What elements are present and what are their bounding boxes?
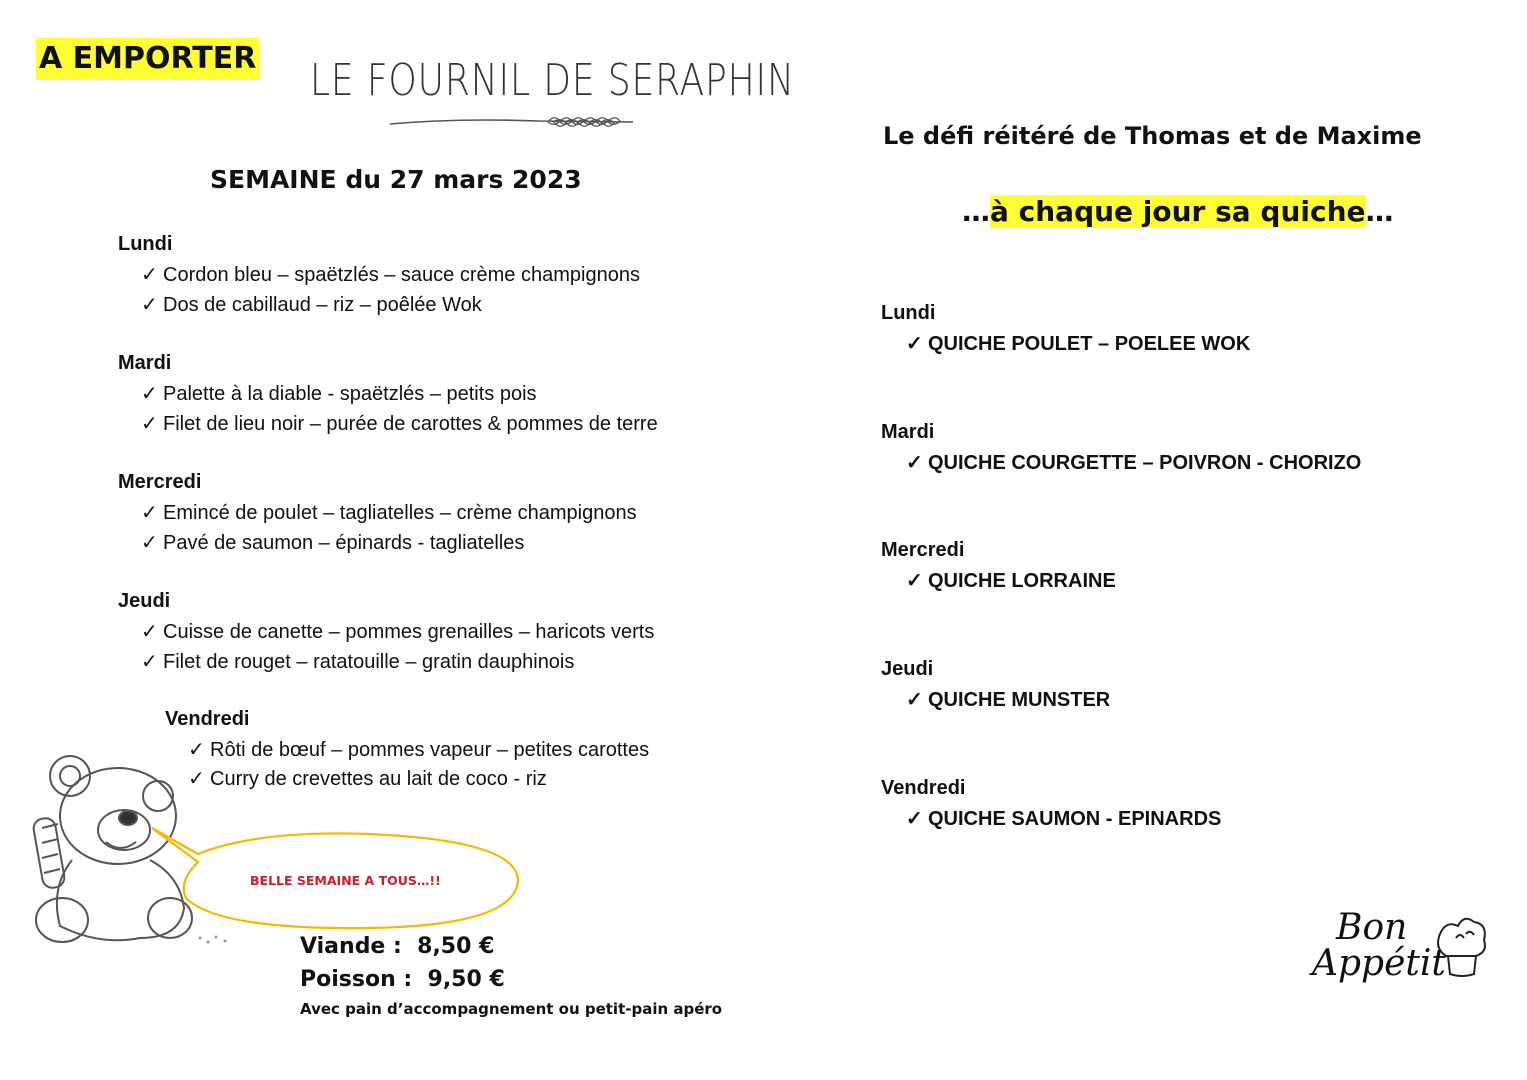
menu-item: ✓ Pavé de saumon – épinards - tagliatelles (141, 532, 525, 554)
check-icon: ✓ (141, 383, 158, 405)
check-icon: ✓ (188, 768, 205, 790)
bubble-message: BELLE SEMAINE A TOUS…!! (250, 873, 441, 888)
check-icon: ✓ (188, 739, 205, 761)
check-icon: ✓ (906, 333, 923, 355)
check-icon: ✓ (141, 621, 158, 643)
menu-item: ✓ Palette à la diable - spaëtzlés – petits pois (141, 383, 537, 405)
quiche-item: ✓ QUICHE POULET – POELEE WOK (906, 333, 1251, 355)
check-icon: ✓ (141, 651, 158, 673)
check-icon: ✓ (141, 294, 158, 316)
menu-item: ✓ Rôti de bœuf – pommes vapeur – petites carottes (188, 739, 650, 761)
check-icon: ✓ (141, 502, 158, 524)
quiche-day-wednesday: Mercredi (881, 539, 965, 561)
bakery-logo: LE FOURNIL DE SERAPHIN (310, 55, 795, 106)
day-heading-tuesday: Mardi (118, 352, 172, 374)
day-heading-thursday: Jeudi (118, 590, 171, 612)
menu-item: ✓ Cuisse de canette – pommes grenailles – haricots verts (141, 621, 655, 643)
menu-item: ✓ Emincé de poulet – tagliatelles – crème champignons (141, 502, 637, 524)
check-icon: ✓ (906, 452, 923, 474)
menu-item: ✓ Curry de crevettes au lait de coco - riz (188, 768, 547, 790)
check-icon: ✓ (906, 808, 923, 830)
quiche-item: ✓ QUICHE COURGETTE – POIVRON - CHORIZO (906, 452, 1362, 474)
chef-hat-icon (1432, 912, 1492, 982)
menu-item: ✓ Filet de rouget – ratatouille – gratin dauphinois (141, 651, 575, 673)
price-fish: Poisson : 9,50 € (300, 967, 505, 992)
takeaway-label: A EMPORTER (36, 38, 259, 80)
menu-item: ✓ Cordon bleu – spaëtzlés – sauce crème champignons (141, 264, 640, 286)
quiche-day-friday: Vendredi (881, 777, 966, 799)
quiche-day-tuesday: Mardi (881, 421, 935, 443)
check-icon: ✓ (141, 413, 158, 435)
check-icon: ✓ (141, 532, 158, 554)
day-heading-friday: Vendredi (165, 708, 250, 730)
wheat-icon (388, 112, 640, 134)
menu-item: ✓ Filet de lieu noir – purée de carottes & pommes de terre (141, 413, 658, 435)
challenge-title: Le défi réitéré de Thomas et de Maxime (883, 122, 1422, 150)
quiche-slogan: …à chaque jour sa quiche… (962, 195, 1394, 228)
check-icon: ✓ (906, 689, 923, 711)
day-heading-wednesday: Mercredi (118, 471, 202, 493)
quiche-day-thursday: Jeudi (881, 658, 934, 680)
check-icon: ✓ (906, 570, 923, 592)
check-icon: ✓ (141, 264, 158, 286)
quiche-item: ✓ QUICHE LORRAINE (906, 570, 1116, 592)
price-meat: Viande : 8,50 € (300, 934, 495, 959)
slogan-highlight: à chaque jour sa quiche (990, 195, 1366, 228)
quiche-item: ✓ QUICHE SAUMON - EPINARDS (906, 808, 1222, 830)
price-note: Avec pain d’accompagnement ou petit-pain apéro (300, 1000, 723, 1018)
quiche-day-monday: Lundi (881, 302, 936, 324)
day-heading-monday: Lundi (118, 233, 173, 255)
week-title: SEMAINE du 27 mars 2023 (210, 165, 582, 194)
menu-item: ✓ Dos de cabillaud – riz – poêlée Wok (141, 294, 482, 316)
bon-appetit-signoff: Bon Appétit (1312, 907, 1446, 984)
quiche-item: ✓ QUICHE MUNSTER (906, 689, 1111, 711)
